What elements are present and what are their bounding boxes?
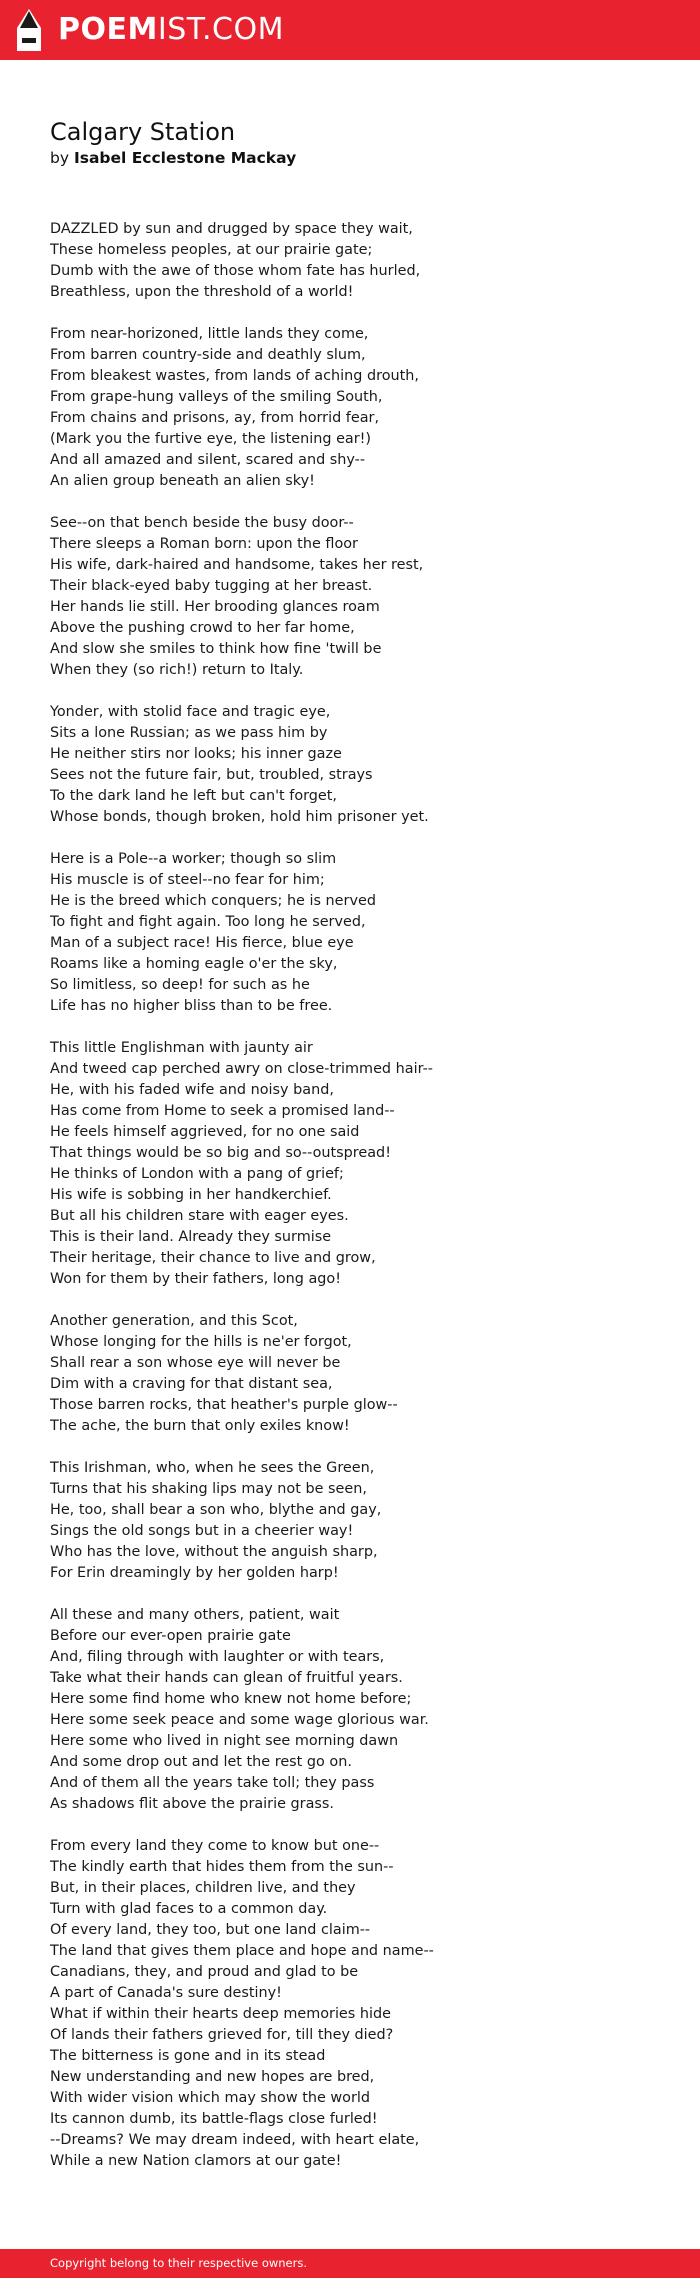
poem-line: To the dark land he left but can't forget, <box>50 788 338 804</box>
poem-line: But, in their places, children live, and they <box>50 1880 356 1896</box>
poem-line: From bleakest wastes, from lands of aching drouth, <box>50 368 419 384</box>
poem-line: Those barren rocks, that heather's purple glow-- <box>50 1397 398 1413</box>
poem-title: Calgary Station <box>50 118 236 146</box>
poem-line: These homeless peoples, at our prairie gate; <box>50 242 373 258</box>
poem-line: Sings the old songs but in a cheerier way! <box>50 1523 354 1539</box>
poem-line: Life has no higher bliss than to be free. <box>50 998 333 1014</box>
poem-line: A part of Canada's sure destiny! <box>50 1985 282 2001</box>
site-logo[interactable] <box>16 8 284 52</box>
poem-line: The bitterness is gone and in its stead <box>50 2048 326 2064</box>
poem-line: With wider vision which may show the world <box>50 2090 371 2106</box>
poem-line: Breathless, upon the threshold of a world! <box>50 284 354 300</box>
poem-line: He is the breed which conquers; he is nerved <box>50 893 376 909</box>
poem-line: Man of a subject race! His fierce, blue eye <box>50 935 354 951</box>
poem-line: Dumb with the awe of those whom fate has hurled, <box>50 263 421 279</box>
copyright-notice: Copyright belong to their respective owners. <box>50 2256 308 2270</box>
poem-line: But all his children stare with eager eyes. <box>50 1208 349 1224</box>
poem-line: The ache, the burn that only exiles know! <box>50 1418 350 1434</box>
poem-line: Sees not the future fair, but, troubled, strays <box>50 767 373 783</box>
poem-line: DAZZLED by sun and drugged by space they wait, <box>50 221 413 237</box>
poem-line: Her hands lie still. Her brooding glances roam <box>50 599 380 615</box>
poem-line: Here some find home who knew not home before; <box>50 1691 412 1707</box>
poem-line: His wife, dark-haired and handsome, takes her rest, <box>50 557 424 573</box>
poem-line: Shall rear a son whose eye will never be <box>50 1355 341 1371</box>
poem-line: Of every land, they too, but one land claim-- <box>50 1922 371 1938</box>
poem-author: Isabel Ecclestone Mackay <box>73 149 297 167</box>
poem-line: And slow she smiles to think how fine 'twill be <box>50 641 382 657</box>
poem-line: And tweed cap perched awry on close-trimmed hair-- <box>50 1061 433 1077</box>
poem-line: See--on that bench beside the busy door-- <box>50 515 354 531</box>
poem-line: Here some who lived in night see morning dawn <box>50 1733 399 1749</box>
poem-line: Whose bonds, though broken, hold him prisoner yet. <box>50 809 429 825</box>
poem-line: That things would be so big and so--outspread! <box>50 1145 391 1161</box>
poem-line: And, filing through with laughter or with tears, <box>50 1649 385 1665</box>
poem-line: His wife is sobbing in her handkerchief. <box>50 1187 332 1203</box>
poem-line: (Mark you the furtive eye, the listening ear!) <box>50 431 372 447</box>
poem-line: Their black-eyed baby tugging at her breast. <box>50 578 373 594</box>
poem-line: From chains and prisons, ay, from horrid fear, <box>50 410 380 426</box>
pen-nib-icon <box>16 9 42 51</box>
poem-line: For Erin dreamingly by her golden harp! <box>50 1565 339 1581</box>
logo-wordmark: POEMIST.COM <box>58 12 284 47</box>
poem-line: From barren country-side and deathly slum, <box>50 347 366 363</box>
poem-line: And of them all the years take toll; they pass <box>50 1775 375 1791</box>
poem-line: Has come from Home to seek a promised land-- <box>50 1103 395 1119</box>
poem-line: He thinks of London with a pang of grief; <box>50 1166 344 1182</box>
byline-prefix: by <box>50 149 70 167</box>
poem-byline <box>50 148 296 168</box>
poem-line: Sits a lone Russian; as we pass him by <box>50 725 328 741</box>
poem-line: Turn with glad faces to a common day. <box>50 1901 328 1917</box>
site-footer <box>0 2249 700 2278</box>
poem-line: Take what their hands can glean of fruitful years. <box>50 1670 403 1686</box>
poem-line: Won for them by their fathers, long ago! <box>50 1271 342 1287</box>
poem-line: He feels himself aggrieved, for no one said <box>50 1124 360 1140</box>
poem-line: Who has the love, without the anguish sharp, <box>50 1544 378 1560</box>
poem-line: This little Englishman with jaunty air <box>50 1040 313 1056</box>
poem-line: As shadows flit above the prairie grass. <box>50 1796 334 1812</box>
poem-line: All these and many others, patient, wait <box>50 1607 340 1623</box>
poem-line: And some drop out and let the rest go on. <box>50 1754 352 1770</box>
poem-line: He neither stirs nor looks; his inner gaze <box>50 746 342 762</box>
poem-line: So limitless, so deep! for such as he <box>50 977 310 993</box>
poem-line: This is their land. Already they surmise <box>50 1229 332 1245</box>
poem-stanza <box>50 1458 670 1584</box>
poem-line: Yonder, with stolid face and tragic eye, <box>50 704 331 720</box>
poem-line: New understanding and new hopes are bred, <box>50 2069 375 2085</box>
poem-line: He, with his faded wife and noisy band, <box>50 1082 334 1098</box>
poem-stanza <box>50 849 670 1017</box>
poem-line: Here some seek peace and some wage glorious war. <box>50 1712 429 1728</box>
poem-line: While a new Nation clamors at our gate! <box>50 2153 342 2169</box>
poem-stanza <box>50 1605 670 1815</box>
poem-line: Dim with a craving for that distant sea, <box>50 1376 333 1392</box>
poem-line: Whose longing for the hills is ne'er forgot, <box>50 1334 352 1350</box>
poem-line: Another generation, and this Scot, <box>50 1313 298 1329</box>
poem-line: Before our ever-open prairie gate <box>50 1628 291 1644</box>
poem-line: --Dreams? We may dream indeed, with heart elate, <box>50 2132 420 2148</box>
poem-line: The land that gives them place and hope and name-- <box>50 1943 434 1959</box>
poem-line: Turns that his shaking lips may not be seen, <box>50 1481 367 1497</box>
poem-stanza <box>50 1836 670 2172</box>
poem-line: Roams like a homing eagle o'er the sky, <box>50 956 338 972</box>
poem-line: There sleeps a Roman born: upon the floor <box>50 536 358 552</box>
poem-line: Of lands their fathers grieved for, till they died? <box>50 2027 394 2043</box>
poem-line: When they (so rich!) return to Italy. <box>50 662 304 678</box>
poem-line: This Irishman, who, when he sees the Green, <box>50 1460 375 1476</box>
poem-line: Above the pushing crowd to her far home, <box>50 620 355 636</box>
poem-line: He, too, shall bear a son who, blythe and gay, <box>50 1502 382 1518</box>
poem-line: Here is a Pole--a worker; though so slim <box>50 851 337 867</box>
poem-line: What if within their hearts deep memories hide <box>50 2006 391 2022</box>
poem-line: The kindly earth that hides them from the sun-- <box>50 1859 394 1875</box>
poem-stanza <box>50 513 670 681</box>
poem-stanza <box>50 1311 670 1437</box>
poem-stanza <box>50 1038 670 1290</box>
poem-line: From every land they come to know but one-- <box>50 1838 380 1854</box>
poem-body <box>50 219 670 2193</box>
poem-line: From grape-hung valleys of the smiling South, <box>50 389 383 405</box>
poem-line: From near-horizoned, little lands they come, <box>50 326 369 342</box>
poem-line: To fight and fight again. Too long he served, <box>50 914 366 930</box>
poem-line: An alien group beneath an alien sky! <box>50 473 315 489</box>
poem-stanza <box>50 702 670 828</box>
poem-line: Their heritage, their chance to live and grow, <box>50 1250 376 1266</box>
poem-line: And all amazed and silent, scared and shy-- <box>50 452 366 468</box>
poem-line: His muscle is of steel--no fear for him; <box>50 872 325 888</box>
site-header <box>0 0 700 60</box>
poem-line: Its cannon dumb, its battle-flags close furled! <box>50 2111 378 2127</box>
poem-stanza <box>50 324 670 492</box>
poem-line: Canadians, they, and proud and glad to be <box>50 1964 359 1980</box>
poem-stanza <box>50 219 670 303</box>
